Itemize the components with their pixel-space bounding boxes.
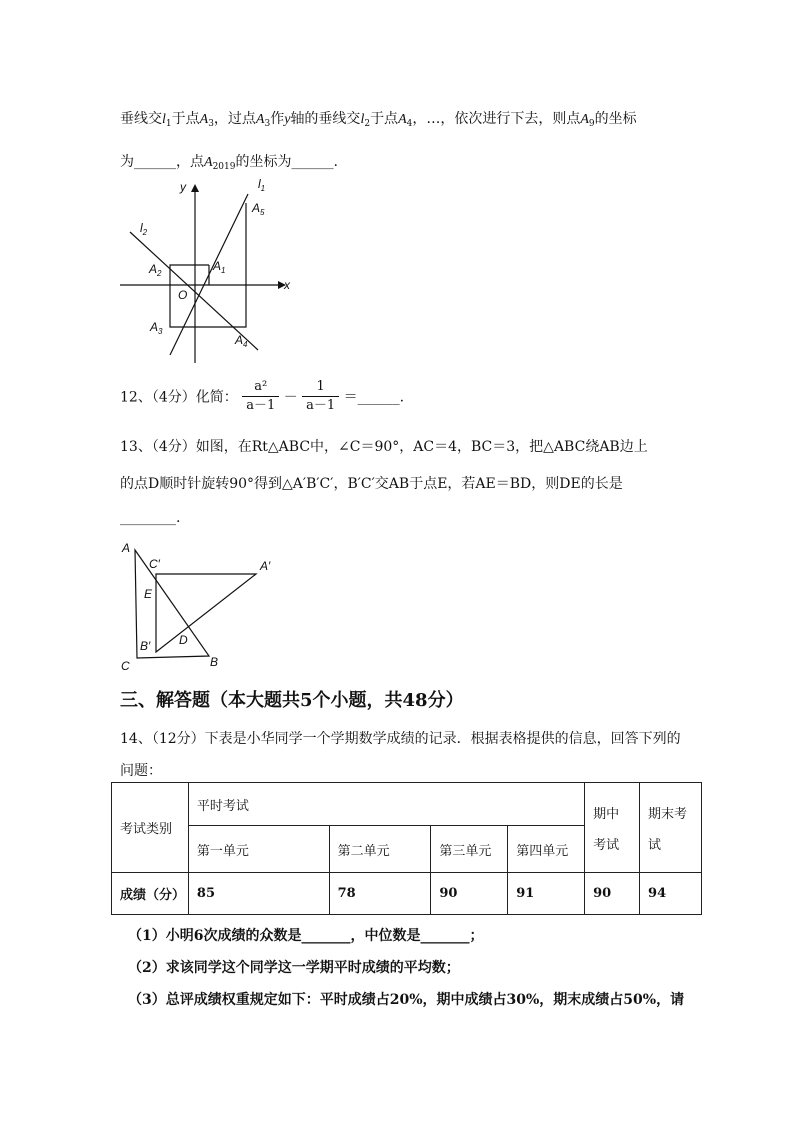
score-cell: 85 <box>188 873 329 915</box>
label-C-prime: C′ <box>149 557 160 571</box>
q12-fraction-2: $\frac{1}{a-1}$ <box>302 378 339 415</box>
q13-text-line2: 的点D顺时针旋转90°得到△A′B′C′，B′C′交AB于点E，若AE＝BD，则DE的长是 <box>120 476 623 492</box>
q12-fraction-1: $\frac{\text{a²}}{a-1}$ <box>242 378 279 415</box>
unit-3-header: 第三单元 <box>431 826 508 873</box>
A4-label: A <box>235 333 244 347</box>
label-A: A <box>122 541 131 555</box>
q14-text-line1: 14、（12分）下表是小华同学一个学期数学成绩的记录．根据表格提供的信息，回答下列的 <box>120 731 681 747</box>
section-3-heading: 三、解答题（本大题共5个小题，共48分） <box>120 690 464 711</box>
svg-text:A4: $A_4$ <box>235 333 248 349</box>
label-D: D <box>179 633 188 647</box>
q13-text-line3: ________. <box>120 510 181 526</box>
l1-label: l <box>258 177 261 191</box>
midterm-header-cell: 期中 考试 <box>585 783 640 873</box>
group-header-cell: 平时考试 <box>188 783 584 826</box>
triangle-A-prime-B-prime-C-prime <box>156 574 256 652</box>
label-B-prime: B′ <box>140 639 151 653</box>
q11-coordinate-figure <box>0 0 794 380</box>
q14-sub-question-3: （3）总评成绩权重规定如下：平时成绩占20%，期中成绩占30%，期末成绩占50%，请 <box>128 992 685 1008</box>
label-A-prime: A′ <box>260 559 271 573</box>
A1-label: A <box>213 259 222 273</box>
svg-text:A2: $A_2$ <box>149 262 162 278</box>
l2-label: l <box>140 221 143 235</box>
unit-4-header: 第四单元 <box>508 826 585 873</box>
label-E: E <box>144 587 153 601</box>
score-cell: 91 <box>508 873 585 915</box>
unit-2-header: 第二单元 <box>329 826 431 873</box>
q13-text-line1: 13、（4分）如图，在Rt△ABC中，∠C＝90°，AC＝4，BC＝3，把△ABC绕AB边上 <box>120 439 648 455</box>
unit-1-header: 第一单元 <box>188 826 329 873</box>
A5-label: A <box>252 201 261 215</box>
q14-sub-question-2: （2）求该同学这个同学这一学期平时成绩的平均数； <box>128 960 460 976</box>
A3-label: A <box>150 320 159 334</box>
svg-text:l2: $l_2$ <box>140 221 148 237</box>
q11-text-line1: 垂线交$l_1$于点$A_3$，过点$A_3$作y轴的垂线交$l_2$于点$A_4$，…，依次进行下去，则点$A_9$的坐标 <box>120 111 637 129</box>
svg-text:O <box>178 288 187 302</box>
svg-text:y <box>179 180 187 194</box>
score-cell: 78 <box>329 873 431 915</box>
x-axis-label: x <box>284 278 290 292</box>
y-axis-label: y <box>180 180 186 194</box>
svg-text:A5: $A_5$ <box>252 201 265 217</box>
svg-text:A1: $A_1$ <box>213 259 226 275</box>
score-cell: 94 <box>640 873 702 915</box>
svg-text:x <box>283 278 291 292</box>
svg-text:l1: $l_1$ <box>258 177 266 193</box>
q14-text-line2: 问题： <box>120 763 162 779</box>
q11-text-line2: 为______，点$A_{2019}$的坐标为______. <box>120 154 338 172</box>
label-C: C <box>121 659 130 673</box>
q12-text: 12、（4分）化简： $\frac{\text{a²}}{a-1}$ － $\frac{1}{a-1}$ ＝______. <box>120 379 405 413</box>
score-cell: 90 <box>585 873 640 915</box>
final-header-cell: 期末考 试 <box>640 783 702 873</box>
row-header-cell: 考试类别 <box>112 783 189 873</box>
label-B: B <box>210 655 219 669</box>
scores-table <box>111 782 702 915</box>
svg-text:A3: $A_3$ <box>150 320 163 336</box>
origin-label: O <box>178 288 188 302</box>
y-arrow <box>191 184 199 192</box>
score-cell: 90 <box>431 873 508 915</box>
score-label-cell: 成绩（分） <box>112 873 189 915</box>
q14-sub-question-1: （1）小明6次成绩的众数是_______，中位数是_______； <box>128 928 484 944</box>
A2-label: A <box>149 262 158 276</box>
q13-triangle-figure <box>0 530 794 675</box>
